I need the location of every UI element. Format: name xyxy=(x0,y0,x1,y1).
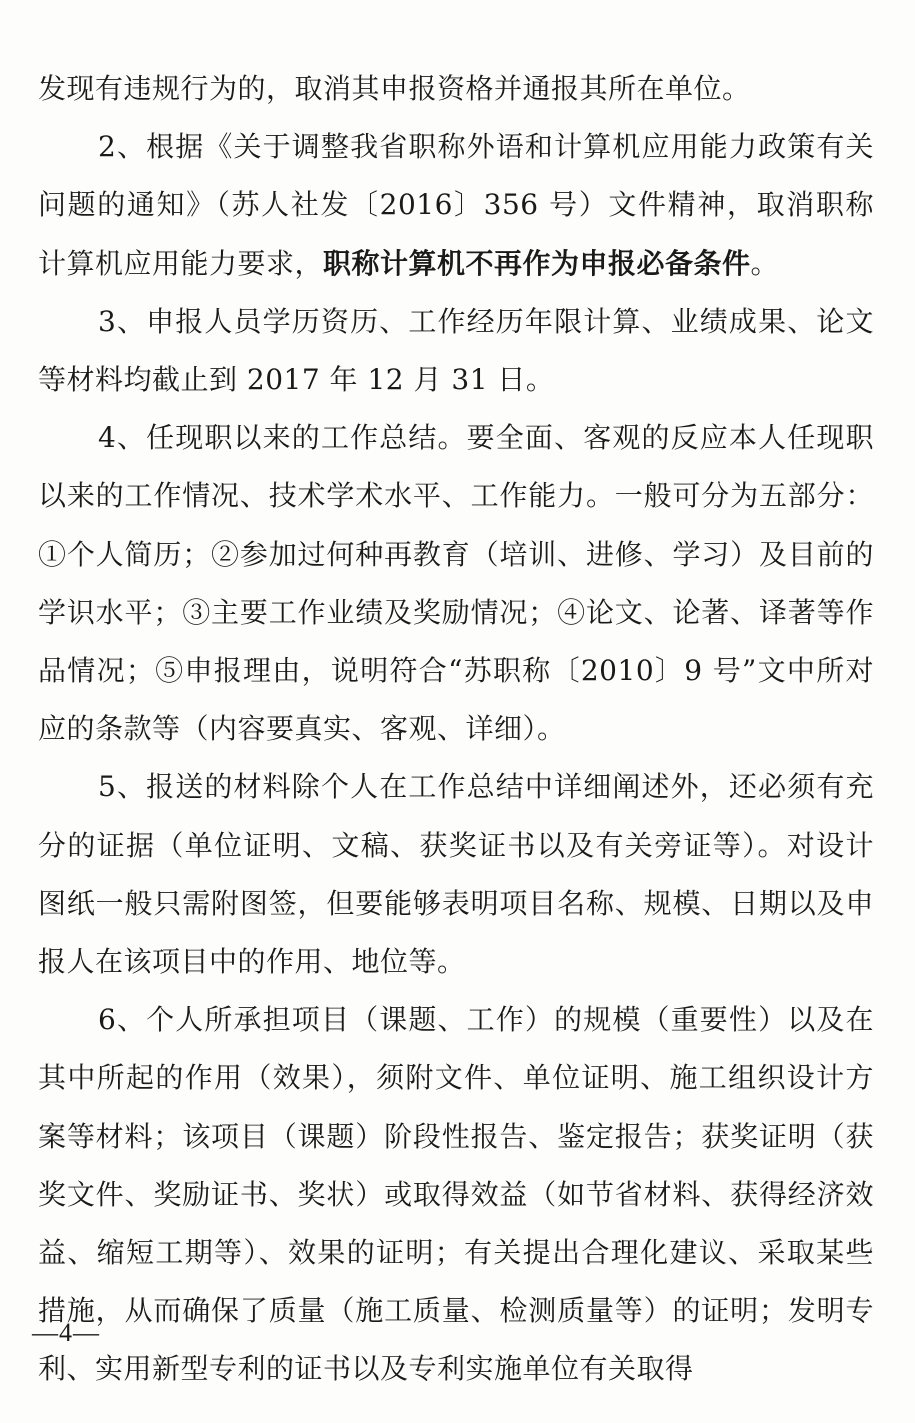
paragraph-item-5: 5、报送的材料除个人在工作总结中详细阐述外，还必须有充分的证据（单位证明、文稿、获奖证书以及有关旁证等）。对设计图纸一般只需附图签，但要能够表明项目名称、规模、日期以及申报人在该项目中的作用、地位等。 xyxy=(38,770,874,979)
paragraph-item-2-text: 2、根据《关于调整我省职称外语和计算机应用能力政策有关问题的通知》（苏人社发〔2016〕356 号）文件精神，取消职称计算机应用能力要求， xyxy=(38,130,874,280)
paragraph-item-2-end: 。 xyxy=(750,246,780,280)
paragraph-item-2 xyxy=(38,118,874,293)
page-number: —4— xyxy=(32,1318,100,1347)
paragraph-item-4: 4、任现职以来的工作总结。要全面、客观的反应本人任现职以来的工作情况、技术学术水平、工作能力。一般可分为五部分：①个人简历；②参加过何种再教育（培训、进修、学习）及目前的学识水平；③主要工作业绩及奖励情况；④论文、论著、译著等作品情况；⑤申报理由，说明符合“苏职称〔2010〕9 号”文中所对应的条款等（内容要真实、客观、详细）。 xyxy=(38,421,874,746)
paragraph-item-3: 3、申报人员学历资历、工作经历年限计算、业绩成果、论文等材料均截止到 2017 年 12 月 31 日。 xyxy=(38,304,874,397)
paragraph-item-6: 6、个人所承担项目（课题、工作）的规模（重要性）以及在其中所起的作用（效果），须附文件、单位证明、施工组织设计方案等材料；该项目（课题）阶段性报告、鉴定报告；获奖证明（获奖文件、奖励证书、奖状）或取得效益（如节省材料、获得经济效益、缩短工期等）、效果的证明；有关提出合理化建议、采取某些措施，从而确保了质量（施工质量、检测质量等）的证明；发明专利、实用新型专利的证书以及专利实施单位有关取得 xyxy=(38,1003,874,1386)
paragraph-item-2-bold-text: 职称计算机不再作为申报必备条件 xyxy=(323,246,751,280)
paragraph-continuation: 发现有违规行为的，取消其申报资格并通报其所在单位。 xyxy=(38,72,751,105)
document-body xyxy=(38,60,874,1399)
